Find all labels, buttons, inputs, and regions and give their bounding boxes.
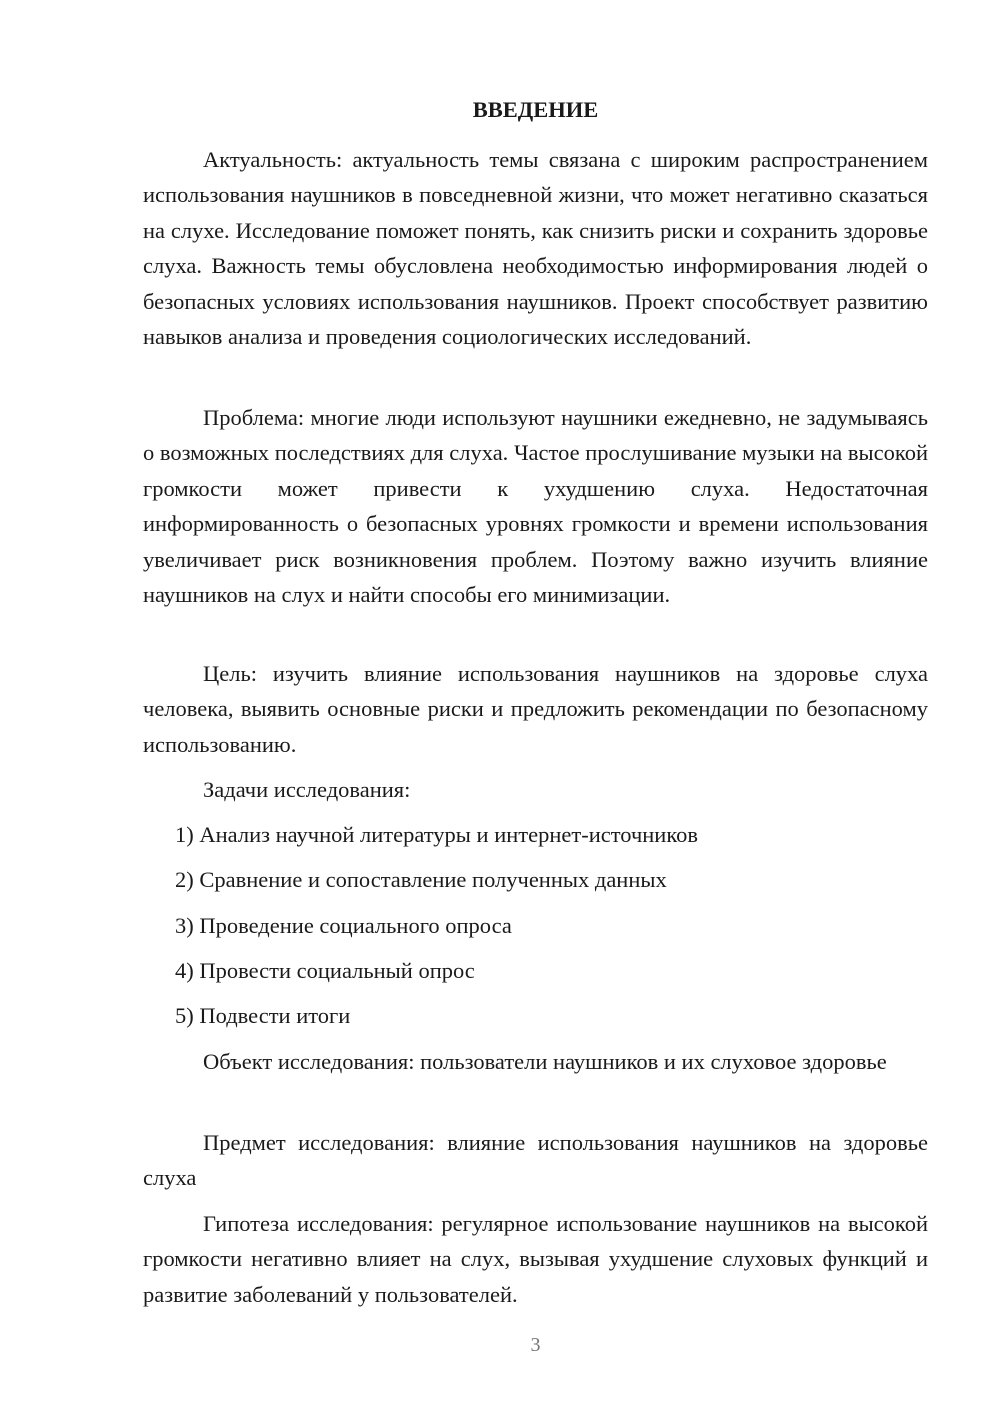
relevance-paragraph: Актуальность: актуальность темы связана с широким распространением использования наушников в повседневной жизни, что может негативно сказаться на слухе. Исследование поможет понять, как снизить риски и сохранить здоровье слуха. Важность темы обусловлена необходимостью информирования людей о безопасных условиях использования наушников. Проект способствует развитию навыков анализа и проведения социологических исследований. bbox=[143, 147, 928, 350]
object-paragraph: Объект исследования: пользователи наушников и их слуховое здоровье bbox=[203, 1049, 887, 1074]
problem-paragraph: Проблема: многие люди используют наушники ежедневно, не задумываясь о возможных последствиях для слуха. Частое прослушивание музыки на высокой громкости может привести к ухудшению слуха. Недостаточная информированность о безопасных уровнях громкости и времени использования увеличивает риск возникновения проблем. Поэтому важно изучить влияние наушников на слух и найти способы его минимизации. bbox=[143, 405, 928, 608]
subject-paragraph: Предмет исследования: влияние использования наушников на здоровье слуха bbox=[143, 1130, 928, 1191]
task-item: 1) Анализ научной литературы и интернет-источников bbox=[175, 822, 699, 847]
task-item: 4) Провести социальный опрос bbox=[175, 958, 475, 983]
task-item: 2) Сравнение и сопоставление полученных данных bbox=[175, 867, 667, 892]
page-number: 3 bbox=[530, 1334, 541, 1356]
tasks-title: Задачи исследования: bbox=[203, 777, 411, 802]
task-item: 5) Подвести итоги bbox=[175, 1003, 351, 1028]
goal-paragraph: Цель: изучить влияние использования наушников на здоровье слуха человека, выявить основные риски и предложить рекомендации по безопасному использованию. bbox=[143, 661, 928, 757]
hypothesis-paragraph: Гипотеза исследования: регулярное использование наушников на высокой громкости негативно влияет на слух, вызывая ухудшение слуховых функций и развитие заболеваний у пользователей. bbox=[143, 1211, 928, 1307]
section-heading: ВВЕДЕНИЕ bbox=[472, 97, 599, 122]
task-item: 3) Проведение социального опроса bbox=[175, 913, 512, 938]
